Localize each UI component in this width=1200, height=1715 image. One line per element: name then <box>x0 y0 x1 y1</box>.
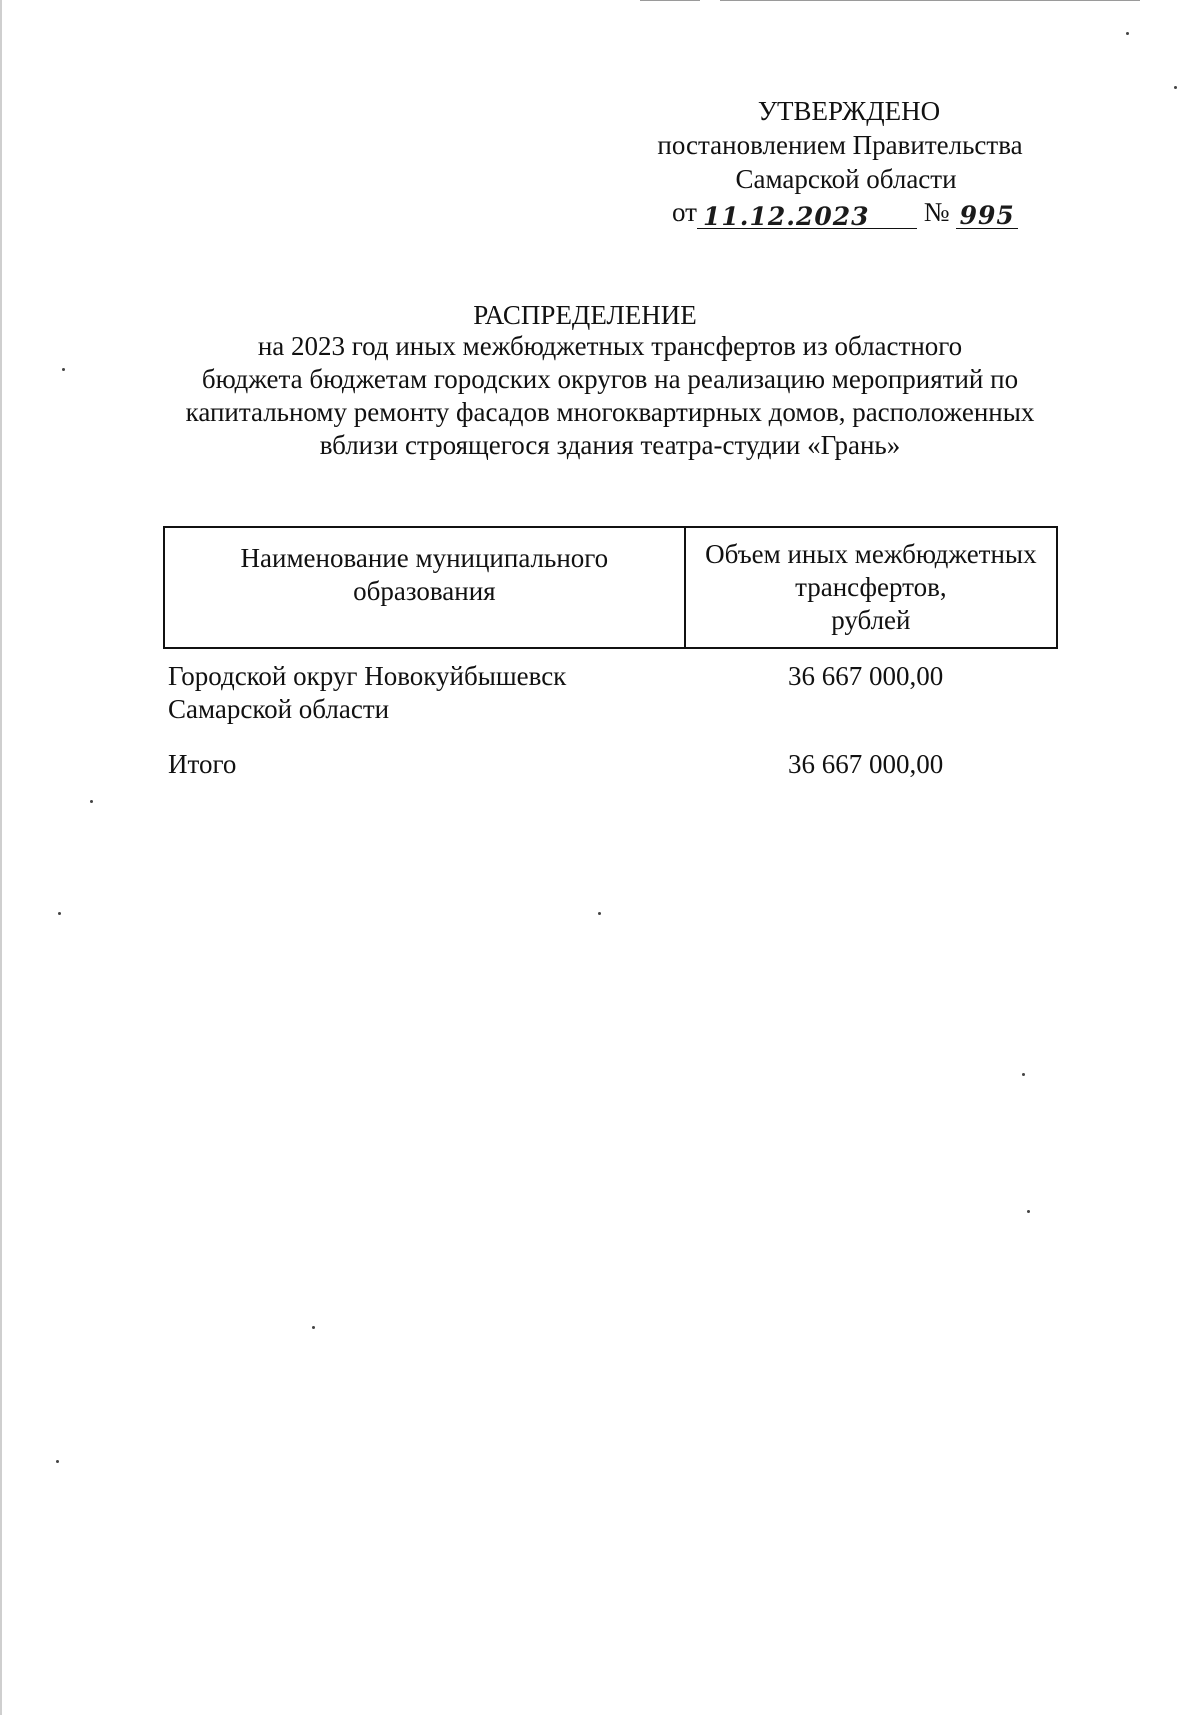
document-subtitle <box>150 330 1070 462</box>
scan-speck <box>598 912 601 915</box>
distribution-table-header <box>163 526 1058 649</box>
scan-left-edge <box>0 0 2 1715</box>
scan-top-edge <box>720 0 1140 1</box>
scan-speck <box>1027 1210 1030 1213</box>
number-prefix: № <box>923 197 950 227</box>
scan-speck <box>1126 32 1129 35</box>
approval-issuer: постановлением Правительства <box>657 130 1023 160</box>
scan-speck <box>58 912 61 915</box>
handwritten-number: 995 <box>959 201 1015 230</box>
subtitle-line: вблизи строящегося здания театра-студии «Грань» <box>319 430 901 460</box>
approval-region: Самарской области <box>735 164 957 194</box>
approval-title: УТВЕРЖДЕНО <box>757 96 941 126</box>
scan-speck <box>1022 1073 1025 1076</box>
total-row <box>168 748 1068 788</box>
scan-speck <box>1174 86 1177 89</box>
document-heading <box>0 298 1200 332</box>
approval-date-line <box>672 195 1018 229</box>
table-row <box>168 660 1068 730</box>
header-line: образования <box>353 576 496 606</box>
subtitle-line: на 2023 год иных межбюджетных трансфертов из областного <box>257 331 963 361</box>
name-line: Городской округ Новокуйбышевск <box>168 661 567 691</box>
scan-top-edge <box>640 0 700 1</box>
header-line: рублей <box>831 605 911 635</box>
scan-speck <box>62 368 65 371</box>
scan-speck <box>56 1460 59 1463</box>
subtitle-line: бюджета бюджетам городских округов на реализацию мероприятий по <box>201 364 1019 394</box>
subtitle-line: капитальному ремонту фасадов многоквартирных домов, расположенных <box>185 397 1035 427</box>
name-line: Самарской области <box>168 694 390 724</box>
header-line: Наименование муниципального <box>240 543 609 573</box>
total-amount: 36 667 000,00 <box>788 749 944 779</box>
approval-stamp-block <box>640 94 1040 196</box>
document-title: РАСПРЕДЕЛЕНИЕ <box>473 300 697 330</box>
total-label: Итого <box>168 749 237 779</box>
scan-speck <box>90 800 93 803</box>
scan-speck <box>312 1326 315 1329</box>
transfer-amount: 36 667 000,00 <box>788 661 944 691</box>
municipality-name <box>168 660 688 726</box>
handwritten-date: 11.12.2023 <box>702 202 870 231</box>
column-header-municipality <box>164 527 685 648</box>
date-prefix: от <box>672 197 697 227</box>
header-line: трансфертов, <box>795 572 947 602</box>
header-line: Объем иных межбюджетных <box>705 539 1037 569</box>
column-header-amount <box>685 527 1057 648</box>
